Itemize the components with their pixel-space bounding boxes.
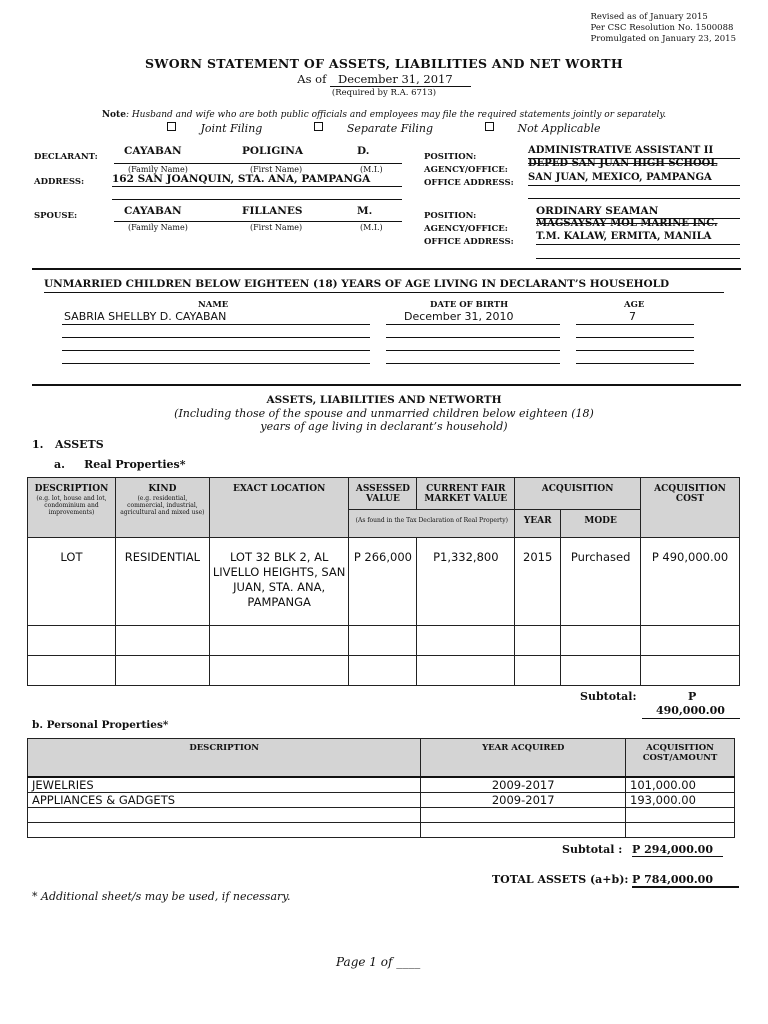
declarant-name-line bbox=[114, 163, 402, 164]
divider bbox=[32, 384, 741, 386]
acquisition-cost-header: ACQUISITION COST bbox=[641, 478, 740, 538]
empty-cell[interactable] bbox=[349, 626, 417, 656]
empty-cell[interactable] bbox=[28, 656, 116, 686]
property-kind[interactable]: RESIDENTIAL bbox=[115, 538, 209, 626]
empty-cell[interactable] bbox=[421, 807, 626, 822]
declarant-family-name[interactable]: CAYABAN bbox=[124, 145, 182, 157]
empty-cell[interactable] bbox=[417, 626, 515, 656]
address-line bbox=[112, 186, 402, 187]
line bbox=[576, 363, 694, 364]
spouse-first-name[interactable]: FILLANES bbox=[242, 205, 303, 217]
real-subtotal-label: Subtotal: bbox=[580, 690, 637, 703]
mode-header: MODE bbox=[561, 510, 641, 538]
real-subtotal-p: P bbox=[688, 690, 697, 703]
empty-cell[interactable] bbox=[209, 626, 349, 656]
line bbox=[62, 337, 370, 338]
year-header: YEAR bbox=[515, 510, 561, 538]
agency-label: AGENCY/OFFICE: bbox=[424, 165, 508, 175]
required-by: (Required by R.A. 6713) bbox=[331, 88, 437, 98]
position-line bbox=[528, 158, 740, 159]
location-header: EXACT LOCATION bbox=[209, 478, 349, 538]
pp-description[interactable]: JEWELRIES bbox=[28, 777, 421, 793]
total-assets-label: TOTAL ASSETS (a+b): bbox=[492, 873, 629, 886]
empty-cell[interactable] bbox=[115, 626, 209, 656]
declarant-agency[interactable]: DEPED SAN JUAN HIGH SCHOOL bbox=[528, 158, 718, 169]
property-description[interactable]: LOT bbox=[28, 538, 116, 626]
pp-year[interactable]: 2009-2017 bbox=[421, 792, 626, 807]
total-assets-value: P 784,000.00 bbox=[632, 873, 739, 888]
declarant-mi[interactable]: D. bbox=[357, 145, 370, 157]
pp-year[interactable]: 2009-2017 bbox=[421, 777, 626, 793]
table-row bbox=[28, 792, 735, 807]
empty-cell[interactable] bbox=[561, 656, 641, 686]
child-age-header: AGE bbox=[624, 300, 645, 310]
declarant-first-name[interactable]: POLIGINA bbox=[242, 145, 303, 157]
real-subtotal-value: 490,000.00 bbox=[656, 704, 725, 717]
personal-properties-table bbox=[27, 738, 735, 838]
declarant-label: DECLARANT: bbox=[34, 152, 98, 162]
empty-cell[interactable] bbox=[561, 626, 641, 656]
kind-header: KIND (e.g. residential, commercial, industrial, agricultural and mixed use) bbox=[115, 478, 209, 538]
spouse-office-address[interactable]: T.M. KALAW, ERMITA, MANILA bbox=[536, 231, 712, 242]
line bbox=[386, 324, 560, 325]
assets-sub-2: years of age living in declarant’s household) bbox=[260, 420, 508, 433]
checkbox-icon[interactable] bbox=[314, 122, 323, 131]
address-label: ADDRESS: bbox=[34, 177, 85, 187]
personal-properties-label: b. Personal Properties* bbox=[32, 719, 169, 731]
spouse-agency-label: AGENCY/OFFICE: bbox=[424, 224, 508, 234]
empty-cell[interactable] bbox=[28, 807, 421, 822]
empty-cell[interactable] bbox=[626, 822, 735, 837]
office-address-label: OFFICE ADDRESS: bbox=[424, 178, 514, 188]
empty-cell[interactable] bbox=[115, 656, 209, 686]
empty-cell[interactable] bbox=[28, 626, 116, 656]
declarant-office-address[interactable]: SAN JUAN, MEXICO, PAMPANGA bbox=[528, 172, 712, 183]
pp-cost[interactable]: 193,000.00 bbox=[626, 792, 735, 807]
description-header: DESCRIPTION (e.g. lot, house and lot, condominium and improvements) bbox=[28, 478, 116, 538]
as-of-line: As of December 31, 2017 bbox=[0, 72, 768, 86]
office-line-2 bbox=[528, 198, 740, 199]
line bbox=[576, 337, 694, 338]
tax-note-header: (As found in the Tax Declaration of Real Property) bbox=[349, 510, 515, 538]
pp-description[interactable]: APPLIANCES & GADGETS bbox=[28, 792, 421, 807]
spouse-name-line bbox=[114, 221, 402, 222]
pp-cost-header: ACQUISITION COST/AMOUNT bbox=[626, 739, 735, 777]
joint-filing-option[interactable]: Joint Filing bbox=[155, 122, 274, 135]
spouse-office-line bbox=[536, 244, 740, 245]
line bbox=[386, 363, 560, 364]
address-line-2 bbox=[112, 199, 402, 200]
child-age[interactable]: 7 bbox=[629, 310, 636, 323]
line bbox=[62, 363, 370, 364]
empty-cell[interactable] bbox=[349, 656, 417, 686]
acquisition-header: ACQUISITION bbox=[515, 478, 641, 510]
spouse-office-line-2 bbox=[536, 258, 740, 259]
child-dob[interactable]: December 31, 2010 bbox=[404, 310, 514, 323]
line bbox=[386, 337, 560, 338]
assets-sub-1: (Including those of the spouse and unmarried children below eighteen (18) bbox=[174, 407, 594, 420]
real-subtotal-underline bbox=[642, 718, 740, 719]
empty-cell[interactable] bbox=[421, 822, 626, 837]
assessed-header: ASSESSED VALUE bbox=[349, 478, 417, 510]
children-heading: UNMARRIED CHILDREN BELOW EIGHTEEN (18) YEARS OF AGE LIVING IN DECLARANT’S HOUSEHOLD bbox=[44, 278, 670, 290]
table-row bbox=[28, 822, 735, 837]
table-row bbox=[28, 656, 740, 686]
child-dob-header: DATE OF BIRTH bbox=[430, 300, 509, 310]
assets-heading: ASSETS, LIABILITIES AND NETWORTH bbox=[266, 394, 502, 406]
page-number: Page 1 of ____ bbox=[336, 955, 421, 969]
child-name[interactable]: SABRIA SHELLBY D. CAYABAN bbox=[64, 310, 227, 323]
pp-year-header: YEAR ACQUIRED bbox=[421, 739, 626, 777]
spouse-office-address-label: OFFICE ADDRESS: bbox=[424, 237, 514, 247]
empty-cell[interactable] bbox=[515, 656, 561, 686]
real-properties-table bbox=[27, 477, 740, 686]
property-location[interactable]: LOT 32 BLK 2, AL LIVELLO HEIGHTS, SAN JUAN, STA. ANA, PAMPANGA bbox=[209, 538, 349, 626]
pp-cost[interactable]: 101,000.00 bbox=[626, 777, 735, 793]
table-row bbox=[28, 777, 735, 793]
real-properties-label: a. Real Properties* bbox=[54, 458, 186, 471]
additional-sheet-note: * Additional sheet/s may be used, if necessary. bbox=[32, 890, 291, 903]
declarant-address[interactable]: 162 SAN JOANQUIN, STA. ANA, PAMPANGA bbox=[112, 173, 371, 185]
empty-cell[interactable] bbox=[641, 656, 740, 686]
checkbox-icon[interactable] bbox=[485, 122, 494, 131]
spouse-mi[interactable]: M. bbox=[357, 205, 373, 217]
table-row bbox=[28, 807, 735, 822]
position-label: POSITION: bbox=[424, 152, 477, 162]
pp-subtotal-value: P 294,000.00 bbox=[632, 843, 723, 857]
spouse-position-label: POSITION: bbox=[424, 211, 477, 221]
line bbox=[576, 324, 694, 325]
property-fair-value[interactable]: P1,332,800 bbox=[417, 538, 515, 626]
table-row bbox=[28, 538, 740, 626]
line bbox=[62, 324, 370, 325]
spouse-label: SPOUSE: bbox=[34, 211, 78, 221]
note-line: Note: Husband and wife who are both public officials and employees may file the required statements jointly or separately. bbox=[101, 110, 667, 120]
empty-cell[interactable] bbox=[417, 656, 515, 686]
empty-cell[interactable] bbox=[515, 626, 561, 656]
property-mode[interactable]: Purchased bbox=[561, 538, 641, 626]
as-of-date: December 31, 2017 bbox=[330, 72, 471, 87]
empty-cell[interactable] bbox=[209, 656, 349, 686]
checkbox-icon[interactable] bbox=[167, 122, 176, 131]
fair-value-header: CURRENT FAIR MARKET VALUE bbox=[417, 478, 515, 510]
empty-cell[interactable] bbox=[641, 626, 740, 656]
children-heading-underline bbox=[44, 292, 724, 293]
spouse-position-line bbox=[536, 218, 740, 219]
declarant-position[interactable]: ADMINISTRATIVE ASSISTANT II bbox=[528, 145, 714, 156]
empty-cell[interactable] bbox=[28, 822, 421, 837]
office-line bbox=[528, 185, 740, 186]
divider bbox=[32, 268, 741, 270]
spouse-agency[interactable]: MAGSAYSAY MOL MARINE INC. bbox=[536, 218, 718, 229]
separate-filing-option[interactable]: Separate Filing bbox=[302, 122, 445, 135]
child-name-header: NAME bbox=[198, 300, 229, 310]
spouse-family-name[interactable]: CAYABAN bbox=[124, 205, 182, 217]
not-applicable-option[interactable]: Not Applicable bbox=[473, 122, 613, 135]
property-year[interactable]: 2015 bbox=[515, 538, 561, 626]
revision-note: Revised as of January 2015 Per CSC Resolution No. 1500088 Promulgated on January 23, 2015 bbox=[590, 12, 736, 44]
property-assessed[interactable]: P 266,000 bbox=[349, 538, 417, 626]
pp-description-header: DESCRIPTION bbox=[28, 739, 421, 777]
line bbox=[386, 350, 560, 351]
property-cost[interactable]: P 490,000.00 bbox=[641, 538, 740, 626]
filing-options bbox=[0, 122, 768, 135]
spouse-position[interactable]: ORDINARY SEAMAN bbox=[536, 205, 659, 217]
line bbox=[62, 350, 370, 351]
empty-cell[interactable] bbox=[626, 807, 735, 822]
form-title: SWORN STATEMENT OF ASSETS, LIABILITIES AND NET WORTH bbox=[145, 56, 623, 71]
assets-label: 1. ASSETS bbox=[32, 438, 104, 451]
table-row bbox=[28, 626, 740, 656]
pp-subtotal-label: Subtotal : bbox=[562, 843, 623, 856]
line bbox=[576, 350, 694, 351]
